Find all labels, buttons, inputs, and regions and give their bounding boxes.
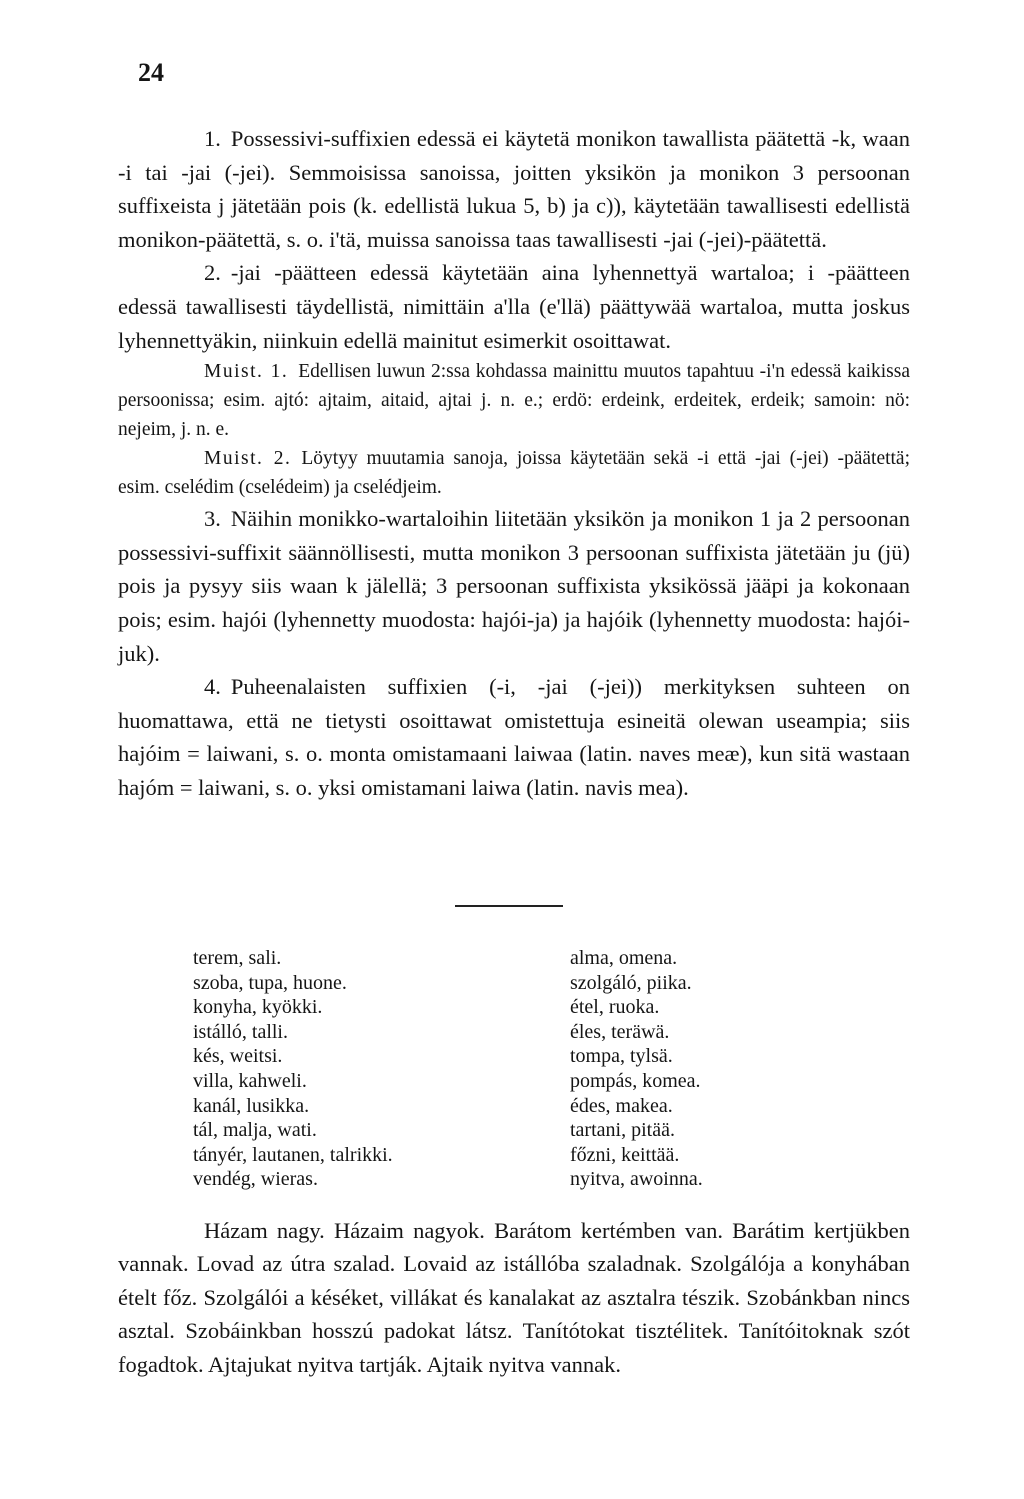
- vocabulary-entry: kanál, lusikka.: [193, 1094, 310, 1117]
- paragraph-text: Puheenalaisten suffixien (-i, -jai (-jei)) merkityksen suhteen on huomattawa, että ne tietysti osoittawat omistettuja esineitä olewan useampia; siis hajóim = laiwani, s. o. monta omistamaani laiwaa (latin. naves meæ), kun sitä wastaan hajóm = laiwani, s. o. yksi omistamani laiwa (latin. navis mea).: [118, 674, 910, 800]
- vocabulary-entry: főzni, keittää.: [570, 1143, 680, 1166]
- vocabulary-entry: tányér, lautanen, talrikki.: [193, 1143, 393, 1166]
- vocabulary-entry: tál, malja, wati.: [193, 1119, 317, 1142]
- paragraph-4: [118, 670, 910, 804]
- note-label: Muist. 1.: [204, 361, 289, 383]
- paragraph-number: 2.: [204, 260, 221, 286]
- paragraph-text: Possessivi-suffixien edessä ei käytetä monikon tawallista päätettä -k, waan -i tai -jai (-jei). Semmoisissa sanoissa, joitten yksikön ja monikon 3 persoonan suffixeista j jätetään pois (k. edellistä lukua 5, b) ja c)), käytetään tawallisesti edellistä monikon-päätettä, s. o. i'tä, muissa sanoissa taas tawallisesti -jai (-jei)-päätettä.: [118, 126, 910, 252]
- paragraph-1: [118, 122, 910, 256]
- note-1: [118, 357, 910, 444]
- note-text: Edellisen luwun 2:ssa kohdassa mainittu muutos tapahtuu -i'n edessä kaikissa persoonissa; esim. ajtó: ajtaim, aitaid, ajtai j. n. e.; erdö: erdeink, erdeitek, erdeik; samoin: nö: nejeim, j. n. e.: [118, 361, 911, 441]
- paragraph-number: 4.: [204, 674, 221, 700]
- note-2: [118, 444, 910, 502]
- vocabulary-entry: alma, omena.: [570, 947, 678, 969]
- vocabulary-entry: szoba, tupa, huone.: [193, 971, 347, 994]
- note-label: Muist. 2.: [204, 448, 292, 470]
- exercise-section: [118, 1214, 910, 1381]
- section-divider: [455, 905, 563, 907]
- vocabulary-entry: istálló, talli.: [193, 1020, 288, 1043]
- grammar-section: [118, 122, 910, 805]
- paragraph-text: -jai -päätteen edessä käytetään aina lyhennettyä wartaloa; i -päätteen edessä tawallisesti täydellistä, nimittäin a'lla (e'llä) päättywää wartaloa, mutta joskus lyhennettyäkin, niinkuin edellä mainitut esimerkit osoittawat.: [118, 260, 910, 353]
- vocabulary-right-column: [570, 946, 703, 1192]
- paragraph-2: [118, 256, 910, 357]
- paragraph-number: 1.: [204, 126, 221, 151]
- vocabulary-entry: étel, ruoka.: [570, 996, 660, 1019]
- vocabulary-entry: kés, weitsi.: [193, 1045, 283, 1068]
- vocabulary-entry: vendég, wieras.: [193, 1168, 318, 1191]
- vocabulary-left-column: [193, 946, 393, 1192]
- vocabulary-entry: pompás, komea.: [570, 1069, 701, 1092]
- paragraph-number: 3.: [204, 506, 221, 532]
- vocabulary-entry: éles, teräwä.: [570, 1020, 670, 1043]
- note-text: Löytyy muutamia sanoja, joissa käytetään sekä -i että -jai (-jei) -päätettä; esim. cselédim (cselédeim) ja cselédjeim.: [118, 448, 911, 499]
- vocabulary-entry: villa, kahweli.: [193, 1069, 307, 1092]
- vocabulary-entry: édes, makea.: [570, 1094, 673, 1117]
- vocabulary-entry: nyitva, awoinna.: [570, 1168, 703, 1191]
- vocabulary-entry: tartani, pitää.: [570, 1119, 675, 1142]
- vocabulary-entry: tompa, tylsä.: [570, 1045, 673, 1068]
- vocabulary-entry: terem, sali.: [193, 947, 282, 969]
- paragraph-3: [118, 502, 910, 670]
- vocabulary-entry: konyha, kyökki.: [193, 996, 323, 1019]
- paragraph-text: Näihin monikko-wartaloihin liitetään yksikön ja monikon 1 ja 2 persoonan possessivi-suffixit säännöllisesti, mutta monikon 3 persoonan suffixista jätetään ju (jü) pois ja pysyy siis waan k jälellä; 3 persoonan suffixista yksikössä jääpi ja kokonaan pois; esim. hajói (lyhennetty muodosta: hajói-ja) ja hajóik (lyhennetty muodosta: hajói-juk).: [118, 506, 910, 666]
- page-number: 24: [138, 58, 164, 87]
- vocabulary-entry: szolgáló, piika.: [570, 971, 692, 994]
- exercise-text: Házam nagy. Házaim nagyok. Barátom kertémben van. Barátim kertjükben vannak. Lovad az útra szalad. Lovaid az istállóba szaladnak. Szolgálója a konyhában ételt főz. Szolgálói a késéket, villákat és kanalakat az asztalra tészik. Szobánkban nincs asztal. Szobáinkban hosszú padokat látsz. Tanítótokat tisztélitek. Tanítóitoknak szót fogadtok. Ajtajukat nyitva tartják. Ajtaik nyitva vannak.: [118, 1218, 910, 1377]
